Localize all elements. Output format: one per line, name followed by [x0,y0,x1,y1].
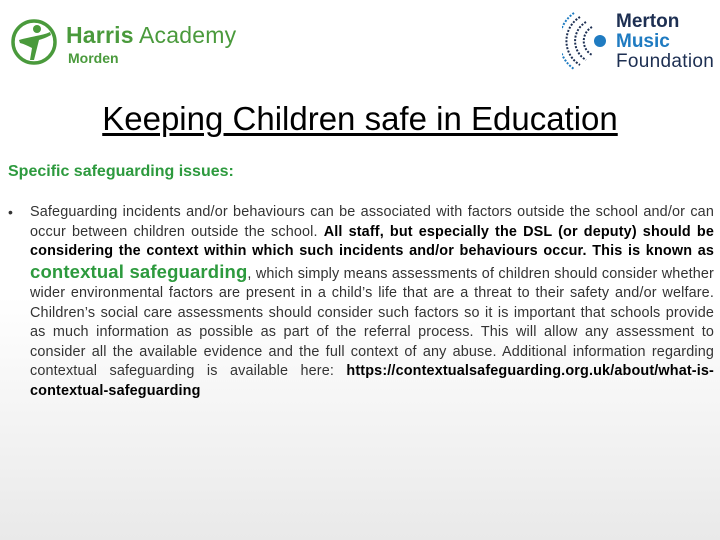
harris-logo-name: Harris Academy [66,22,237,48]
bullet-list [8,203,714,401]
sound-wave-icon [562,12,616,70]
contextual-safeguarding-term: contextual safeguarding [30,260,248,282]
page-title: Keeping Children safe in Education [102,100,618,137]
reference-link[interactable]: https://contextualsafeguarding.org.uk/about/what-is-contextual-safeguarding [30,363,714,399]
harris-academy-logo [8,14,248,70]
bullet-marker: • [8,204,13,220]
paragraph-intro: Safeguarding incidents and/or behaviours can be associated with factors outside the school and/or can occur between children outside the school. [30,204,714,240]
merton-logo-line2: Music [616,31,670,52]
merton-logo-line3: Foundation [616,51,715,72]
bullet-paragraph [30,203,714,401]
list-item [8,203,714,401]
harris-logo-subtitle: Morden [68,50,119,66]
merton-logo-line1: Merton [616,11,680,32]
section-subheading: Specific safeguarding issues: [8,163,234,180]
paragraph-bold-statement: All staff, but especially the DSL (or deputy) should be considering the context within which such incidents and/or behaviours occur. This is known as [30,223,714,259]
paragraph-body: , which simply means assessments of children should consider whether wider environmental factors are present in a child’s life that are a threat to their safety and/or welfare. Children’s social care assessments should consider such factors so it is important that schools provide as much information as possible as part of the referral process. This will allow any assessment to consider all the available evidence and the full context of any abuse. Additional information regarding contextual safeguarding is available here: [30,265,714,379]
merton-music-foundation-logo [562,10,715,72]
harris-person-icon [10,18,58,66]
